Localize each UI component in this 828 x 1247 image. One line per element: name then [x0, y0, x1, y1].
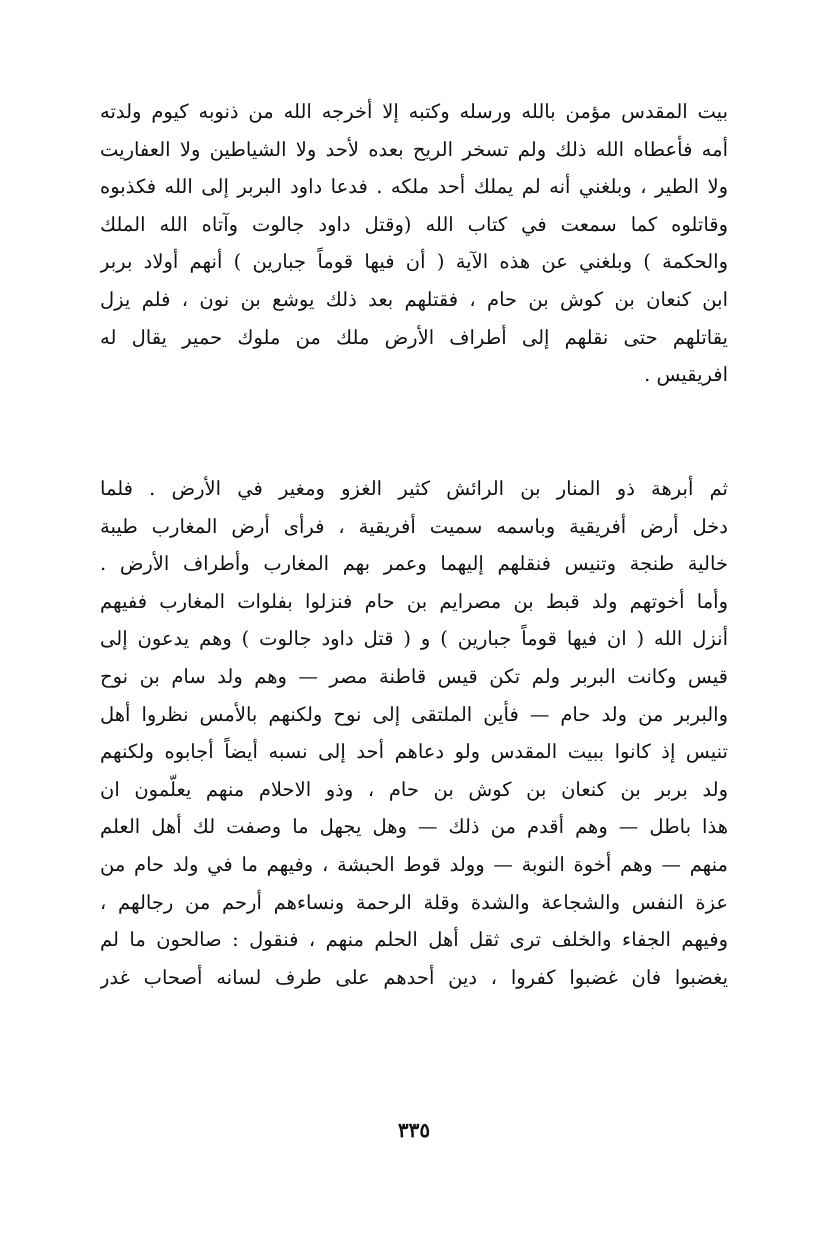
page-number: ٣٣٥ [397, 1118, 431, 1142]
text-line: خالية طنجة وتنيس فنقلهم إليهما وعمر بهم المغارب وأطراف الأرض . [100, 552, 728, 576]
text-line: افريقيس . [644, 363, 728, 387]
text-line: وقاتلوه كما سمعت في كتاب الله (وقتل داود جالوت وآتاه الله الملك [100, 212, 728, 236]
text-line: والبربر من ولد حام — فأين الملتقى إلى نوح ولكنهم بالأمس نظروا أهل [100, 702, 728, 726]
text-line: قيس وكانت البربر ولم تكن قيس قاطنة مصر — وهم ولد سام بن نوح [100, 664, 728, 688]
text-line: عزة النفس والشجاعة والشدة وقلة الرحمة ونساءهم أرحم من رجالهم ، [100, 890, 728, 914]
text-line: ابن كنعان بن كوش بن حام ، فقتلهم بعد ذلك يوشع بن نون ، فلم يزل [100, 287, 728, 311]
text-line: دخل أرض أفريقية وباسمه سميت أفريقية ، فرأى أرض المغارب طيبة [100, 514, 728, 538]
paragraph-2 [100, 470, 728, 996]
text-line: ولا الطير ، وبلغني أنه لم يملك أحد ملكه . فدعا داود البربر إلى الله فكذبوه [100, 175, 728, 199]
text-line: يغضبوا فان غضبوا كفروا ، دين أحدهم على طرف لسانه أصحاب غدر [100, 965, 728, 989]
text-line: هذا باطل — وهم أقدم من ذلك — وهل يجهل ما وصفت لك أهل العلم [100, 815, 728, 839]
text-line: ولد بربر بن كنعان بن كوش بن حام ، وذو الاحلام منهم يعلّمون ان [100, 777, 728, 801]
text-line: وأما أخوتهم ولد قبط بن مصرايم بن حام فنزلوا بفلوات المغارب ففيهم [100, 589, 728, 613]
text-line: وفيهم الجفاء والخلف ترى ثقل أهل الحلم منهم ، فنقول : صالحون ما لم [100, 928, 728, 952]
text-line: بيت المقدس مؤمن بالله ورسله وكتبه إلا أخرجه الله من ذنوبه كيوم ولدته [100, 100, 728, 123]
text-line: ثم أبرهة ذو المنار بن الرائش كثير الغزو ومغير في الأرض . فلما [100, 477, 728, 500]
text-line: منهم — وهم أخوة النوبة — وولد قوط الحبشة ، وفيهم ما في ولد حام من [100, 852, 728, 876]
text-line: يقاتلهم حتى نقلهم إلى أطراف الأرض ملك من ملوك حمير يقال له [100, 325, 728, 349]
text-line: تنيس إذ كانوا ببيت المقدس ولو دعاهم أحد إلى نسبه أيضاً أجابوه ولكنهم [100, 740, 728, 764]
paragraph-1 [100, 93, 728, 394]
text-line: أمه فأعطاه الله ذلك ولم تسخر الريح بعده لأحد ولا الشياطين ولا العفاريت [100, 137, 728, 161]
text-line: أنزل الله ( ان فيها قوماً جبارين ) و ( قتل داود جالوت ) وهم يدعون إلى [100, 627, 728, 651]
text-line: والحكمة ) وبلغني عن هذه الآية ( أن فيها قوماً جبارين ) أنهم أولاد بربر [100, 250, 728, 274]
